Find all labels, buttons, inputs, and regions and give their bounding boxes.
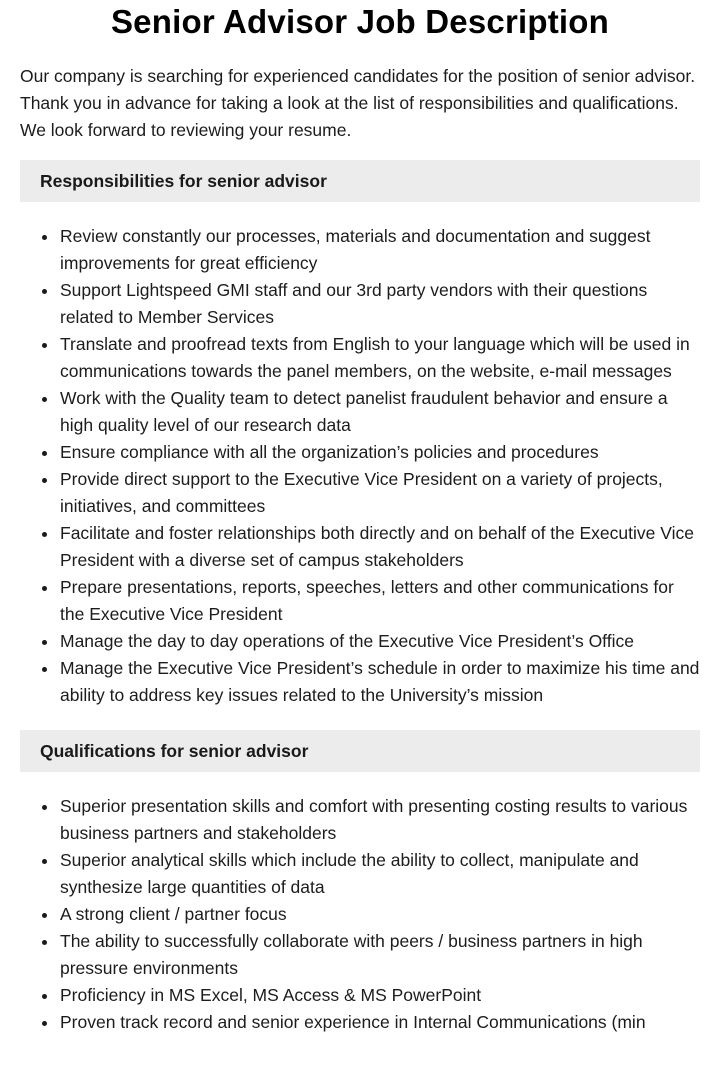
- page-title: Senior Advisor Job Description: [110, 3, 610, 40]
- responsibilities-heading: Responsibilities for senior advisor: [20, 160, 700, 202]
- list-item: Review constantly our processes, materials and documentation and suggest improvements for great efficiency: [60, 223, 700, 277]
- list-item: Superior analytical skills which include the ability to collect, manipulate and synthesize large quantities of data: [60, 847, 700, 901]
- qualifications-list: [20, 793, 700, 1036]
- list-item: The ability to successfully collaborate with peers / business partners in high pressure environments: [60, 928, 700, 982]
- list-item: Ensure compliance with all the organization’s policies and procedures: [60, 439, 700, 466]
- list-item: Provide direct support to the Executive Vice President on a variety of projects, initiatives, and committees: [60, 466, 700, 520]
- qualifications-heading: Qualifications for senior advisor: [20, 730, 700, 772]
- list-item: Proven track record and senior experience in Internal Communications (min: [60, 1009, 700, 1036]
- list-item: Proficiency in MS Excel, MS Access & MS PowerPoint: [60, 982, 700, 1009]
- list-item: Work with the Quality team to detect panelist fraudulent behavior and ensure a high quality level of our research data: [60, 385, 700, 439]
- list-item: Support Lightspeed GMI staff and our 3rd party vendors with their questions related to Member Services: [60, 277, 700, 331]
- list-item: A strong client / partner focus: [60, 901, 700, 928]
- list-item: Prepare presentations, reports, speeches, letters and other communications for the Executive Vice President: [60, 574, 700, 628]
- responsibilities-list: [20, 223, 700, 709]
- list-item: Superior presentation skills and comfort with presenting costing results to various business partners and stakeholders: [60, 793, 700, 847]
- list-item: Translate and proofread texts from English to your language which will be used in communications towards the panel members, on the website, e-mail messages: [60, 331, 700, 385]
- list-item: Manage the day to day operations of the Executive Vice President’s Office: [60, 628, 700, 655]
- list-item: Facilitate and foster relationships both directly and on behalf of the Executive Vice President with a diverse set of campus stakeholders: [60, 520, 700, 574]
- intro-paragraph: Our company is searching for experienced candidates for the position of senior advisor. Thank you in advance for taking a look at the list of responsibilities and qualifications. We look forward to reviewing your resume.: [20, 66, 696, 140]
- list-item: Manage the Executive Vice President’s schedule in order to maximize his time and ability to address key issues related to the University’s mission: [60, 655, 700, 709]
